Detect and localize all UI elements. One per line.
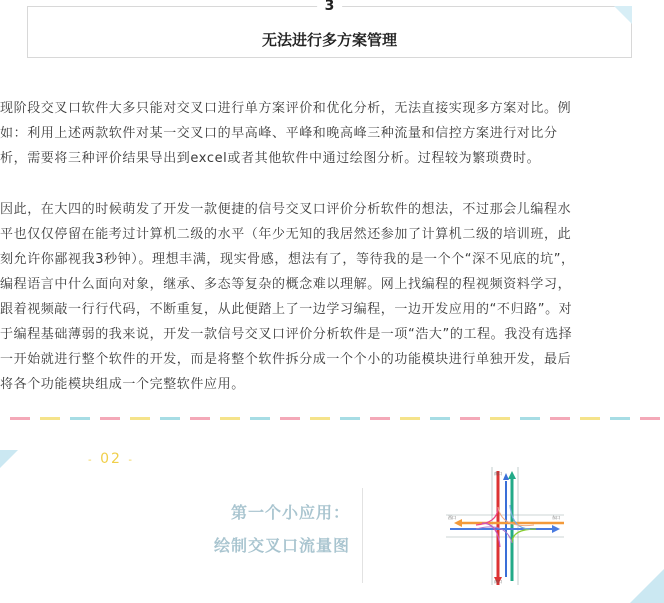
dash-segment [460,417,480,420]
diagram-label-west: 西口 [448,515,456,520]
paragraph-line: 刻允许你鄙视我3秒钟）。理想丰满，现实骨感，想法有了，等待我的是一个个“深不见底的坑”， [0,252,575,267]
dash-segment [220,417,240,420]
dash-segment [640,417,660,420]
dash-segment [190,417,210,420]
paragraph-multi-plan [0,96,664,171]
paragraph-line: 平也仅仅停留在能考过计算机二级的水平（年少无知的我居然还参加了计算机二级的培训班，此 [0,227,572,242]
section-number: 3 [317,0,343,14]
dash-segment [520,417,540,420]
paragraph-story [0,197,664,397]
paragraph-line: 编程语言中什么面向对象，继承、多态等复杂的概念难以理解。网上找编程的程视频资料学习， [0,277,572,292]
paragraph-line: 因此，在大四的时候萌发了开发一款便捷的信号交叉口评价分析软件的想法，不过那会儿编程水 [0,202,572,217]
dash-segment [310,417,330,420]
dash-segment [580,417,600,420]
dash-segment [280,417,300,420]
paragraph-line: 将各个功能模块组成一个完整软件应用。 [0,377,245,392]
colored-dash-divider [0,417,664,421]
app-title-line2: 绘制交叉口流量图 [213,536,350,555]
dash-segment [400,417,420,420]
dash-mark: - [128,455,134,466]
section-heading-card [27,0,632,58]
dash-segment [100,417,120,420]
paragraph-line: 析，需要将三种评价结果导出到excel或者其他软件中通过绘图分析。过程较为繁琐费时。 [0,151,541,166]
paragraph-line: 现阶段交叉口软件大多只能对交叉口进行单方案评价和优化分析，无法直接实现多方案对比。例 [0,101,572,116]
section-title: 无法进行多方案管理 [261,31,397,49]
dash-segment [490,417,510,420]
dash-segment [550,417,570,420]
dash-mark: - [88,455,94,466]
intersection-flow-diagram-icon [446,467,564,585]
dash-segment [370,417,390,420]
dash-segment [340,417,360,420]
dash-segment [70,417,90,420]
diagram-label-south: 南口 [494,579,502,584]
dash-segment [130,417,150,420]
paragraph-line: 跟着视频敲一行行代码，不断重复，从此便踏上了一边学习编程，一边开发应用的“不归路”。对 [0,302,573,317]
dash-segment [430,417,450,420]
subsection-label [88,451,134,467]
diagram-label-east: 东口 [552,515,560,520]
app-title-line1: 第一个小应用： [230,503,350,522]
diagram-label-north: 南口 [494,471,502,476]
paragraph-line: 于编程基础薄弱的我来说，开发一款信号交叉口评价分析软件是一项“浩大”的工程。我没有选择 [0,327,573,342]
paragraph-line: 一开始就进行整个软件的开发，而是将整个软件拆分成一个个小的功能模块进行单独开发，最后 [0,352,572,367]
paragraph-line: 如：利用上述两款软件对某一交叉口的早高峰、平峰和晚高峰三种流量和信控方案进行对比分 [0,126,558,141]
corner-triangle-decoration [630,569,664,603]
dash-segment [160,417,180,420]
subsection-number: 02 [100,451,122,467]
corner-triangle-decoration [0,450,18,468]
dash-segment [610,417,630,420]
vertical-divider [362,488,363,583]
dash-segment [10,417,30,420]
dash-segment [250,417,270,420]
dash-segment [40,417,60,420]
